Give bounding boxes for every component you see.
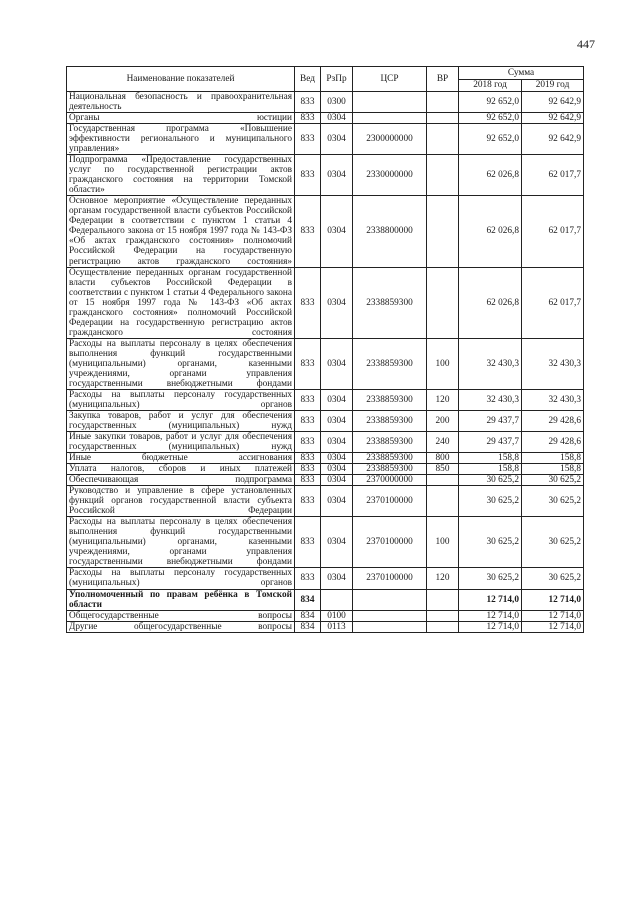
row-vr-cell (427, 475, 459, 486)
row-rzpr-cell: 0304 (321, 410, 353, 431)
table-row (67, 267, 584, 338)
row-2019-cell: 12 714,0 (522, 621, 584, 632)
table-row (67, 338, 584, 389)
header-name: Наименование показателей (67, 67, 295, 92)
row-ved-cell: 833 (295, 389, 321, 410)
row-ved-cell: 833 (295, 267, 321, 338)
table-row (67, 517, 584, 568)
row-rzpr-cell: 0304 (321, 432, 353, 453)
row-name-cell: Расходы на выплаты персоналу государственных (муниципальных) органов (67, 568, 295, 589)
row-ved-cell: 834 (295, 589, 321, 610)
table-row (67, 610, 584, 621)
row-2018-cell: 158,8 (459, 453, 522, 464)
row-name-cell: Основное мероприятие «Осуществление переданных органам государственной власти субъектов Российской Федерации в соответствии с пунктом 1 статьи 4 Федерального закона от 15 ноября 1997 года № 143-ФЗ «Об актах гражданского состояния» полномочий Российской Федерации на государственную регистрацию актов гражданского состояния» (67, 196, 295, 267)
row-rzpr-cell: 0304 (321, 113, 353, 124)
row-ved-cell: 834 (295, 621, 321, 632)
table-row (67, 621, 584, 632)
row-vr-cell (427, 267, 459, 338)
row-csr-cell (353, 589, 427, 610)
row-rzpr-cell: 0304 (321, 486, 353, 517)
row-name-cell: Обеспечивающая подпрограмма (67, 475, 295, 486)
row-vr-cell: 800 (427, 453, 459, 464)
row-csr-cell: 2338859300 (353, 464, 427, 475)
table-row (67, 589, 584, 610)
header-year-2019: 2019 год (522, 79, 584, 92)
row-ved-cell: 833 (295, 113, 321, 124)
row-name-cell: Общегосударственные вопросы (67, 610, 295, 621)
row-2019-cell: 30 625,2 (522, 486, 584, 517)
row-rzpr-cell: 0304 (321, 568, 353, 589)
row-rzpr-cell: 0304 (321, 475, 353, 486)
row-2018-cell: 32 430,3 (459, 389, 522, 410)
page-number: 447 (577, 37, 595, 51)
table-row (67, 196, 584, 267)
table-row (67, 124, 584, 155)
row-name-cell: Уполномоченный по правам ребёнка в Томской области (67, 589, 295, 610)
row-2019-cell: 12 714,0 (522, 610, 584, 621)
row-rzpr-cell: 0304 (321, 517, 353, 568)
table-row (67, 92, 584, 113)
row-rzpr-cell: 0304 (321, 124, 353, 155)
row-vr-cell (427, 155, 459, 196)
row-vr-cell: 120 (427, 568, 459, 589)
row-name-cell: Национальная безопасность и правоохранительная деятельность (67, 92, 295, 113)
row-name-cell: Расходы на выплаты персоналу в целях обеспечения выполнения функций государственными (муниципальными) органами, казенными учреждениями, органами управления государственными внебюджетными фондами (67, 338, 295, 389)
row-2018-cell: 30 625,2 (459, 486, 522, 517)
row-rzpr-cell (321, 589, 353, 610)
table-row (67, 464, 584, 475)
row-2018-cell: 62 026,8 (459, 267, 522, 338)
row-name-cell: Уплата налогов, сборов и иных платежей (67, 464, 295, 475)
row-csr-cell (353, 92, 427, 113)
row-2019-cell: 92 642,9 (522, 113, 584, 124)
row-2018-cell: 92 652,0 (459, 92, 522, 113)
row-csr-cell: 2338859300 (353, 267, 427, 338)
row-2018-cell: 62 026,8 (459, 155, 522, 196)
row-csr-cell (353, 113, 427, 124)
table-body (67, 92, 584, 633)
row-ved-cell: 833 (295, 410, 321, 431)
row-vr-cell (427, 589, 459, 610)
row-2019-cell: 30 625,2 (522, 517, 584, 568)
row-2019-cell: 32 430,3 (522, 389, 584, 410)
row-name-cell: Расходы на выплаты персоналу государственных (муниципальных) органов (67, 389, 295, 410)
row-rzpr-cell: 0100 (321, 610, 353, 621)
row-name-cell: Иные закупки товаров, работ и услуг для обеспечения государственных (муниципальных) нужд (67, 432, 295, 453)
row-name-cell: Руководство и управление в сфере установленных функций органов государственной власти субъекта Российской Федерации (67, 486, 295, 517)
table-row (67, 432, 584, 453)
row-vr-cell (427, 92, 459, 113)
row-csr-cell (353, 621, 427, 632)
row-name-cell: Государственная программа «Повышение эффективности регионального и муниципального управления» (67, 124, 295, 155)
row-csr-cell: 2338859300 (353, 389, 427, 410)
header-ved: Вед (295, 67, 321, 92)
row-2019-cell: 29 428,6 (522, 410, 584, 431)
table-row (67, 155, 584, 196)
row-csr-cell: 2370000000 (353, 475, 427, 486)
row-rzpr-cell: 0304 (321, 267, 353, 338)
row-2018-cell: 30 625,2 (459, 475, 522, 486)
row-2018-cell: 30 625,2 (459, 568, 522, 589)
row-ved-cell: 833 (295, 453, 321, 464)
header-vr: ВР (427, 67, 459, 92)
row-name-cell: Другие общегосударственные вопросы (67, 621, 295, 632)
row-vr-cell: 100 (427, 517, 459, 568)
row-rzpr-cell: 0304 (321, 453, 353, 464)
row-2018-cell: 29 437,7 (459, 432, 522, 453)
header-csr: ЦСР (353, 67, 427, 92)
row-2019-cell: 12 714,0 (522, 589, 584, 610)
row-2018-cell: 62 026,8 (459, 196, 522, 267)
row-name-cell: Расходы на выплаты персоналу в целях обеспечения выполнения функций государственными (муниципальными) органами, казенными учреждениями, органами управления государственными внебюджетными фондами (67, 517, 295, 568)
row-rzpr-cell: 0113 (321, 621, 353, 632)
row-vr-cell (427, 486, 459, 517)
row-csr-cell: 2370100000 (353, 517, 427, 568)
row-vr-cell (427, 196, 459, 267)
row-ved-cell: 833 (295, 517, 321, 568)
row-rzpr-cell: 0304 (321, 389, 353, 410)
row-2019-cell: 29 428,6 (522, 432, 584, 453)
row-vr-cell: 240 (427, 432, 459, 453)
row-vr-cell (427, 610, 459, 621)
header-rzpr: РзПр (321, 67, 353, 92)
row-csr-cell: 2370100000 (353, 568, 427, 589)
table-row (67, 475, 584, 486)
row-rzpr-cell: 0304 (321, 464, 353, 475)
row-name-cell: Осуществление переданных органам государственной власти субъектов Российской Федерации в соответствии с пунктом 1 статьи 4 Федерального закона от 15 ноября 1997 года № 143-ФЗ «Об актах гражданского состояния» полномочий Российской Федерации на государственную регистрацию актов гражданского состояния (67, 267, 295, 338)
row-ved-cell: 833 (295, 568, 321, 589)
row-2019-cell: 92 642,9 (522, 92, 584, 113)
row-rzpr-cell: 0304 (321, 155, 353, 196)
row-csr-cell: 2338859300 (353, 410, 427, 431)
row-rzpr-cell: 0304 (321, 338, 353, 389)
row-csr-cell: 2338859300 (353, 432, 427, 453)
row-name-cell: Закупка товаров, работ и услуг для обеспечения государственных (муниципальных) нужд (67, 410, 295, 431)
row-2018-cell: 12 714,0 (459, 621, 522, 632)
row-2019-cell: 62 017,7 (522, 155, 584, 196)
table-row (67, 410, 584, 431)
row-2019-cell: 30 625,2 (522, 568, 584, 589)
table-row (67, 453, 584, 464)
row-vr-cell (427, 621, 459, 632)
row-vr-cell: 850 (427, 464, 459, 475)
table-row (67, 113, 584, 124)
row-2018-cell: 92 652,0 (459, 113, 522, 124)
row-2019-cell: 30 625,2 (522, 475, 584, 486)
row-csr-cell: 2370100000 (353, 486, 427, 517)
row-ved-cell: 834 (295, 610, 321, 621)
row-csr-cell: 2338859300 (353, 453, 427, 464)
row-2019-cell: 62 017,7 (522, 267, 584, 338)
row-ved-cell: 833 (295, 338, 321, 389)
row-ved-cell: 833 (295, 486, 321, 517)
row-name-cell: Иные бюджетные ассигнования (67, 453, 295, 464)
row-ved-cell: 833 (295, 432, 321, 453)
row-ved-cell: 833 (295, 196, 321, 267)
budget-table (66, 66, 584, 633)
row-rzpr-cell: 0300 (321, 92, 353, 113)
row-2019-cell: 62 017,7 (522, 196, 584, 267)
row-name-cell: Подпрограмма «Предоставление государственных услуг по государственной регистрации актов гражданского состояния на территории Томской области» (67, 155, 295, 196)
row-2018-cell: 29 437,7 (459, 410, 522, 431)
header-sum: Сумма (459, 67, 584, 80)
row-vr-cell: 100 (427, 338, 459, 389)
header-year-2018: 2018 год (459, 79, 522, 92)
row-name-cell: Органы юстиции (67, 113, 295, 124)
row-2018-cell: 12 714,0 (459, 589, 522, 610)
row-2019-cell: 92 642,9 (522, 124, 584, 155)
row-csr-cell: 2338800000 (353, 196, 427, 267)
row-2018-cell: 32 430,3 (459, 338, 522, 389)
table-row (67, 568, 584, 589)
row-csr-cell: 2338859300 (353, 338, 427, 389)
row-rzpr-cell: 0304 (321, 196, 353, 267)
row-2019-cell: 158,8 (522, 464, 584, 475)
row-2018-cell: 30 625,2 (459, 517, 522, 568)
row-ved-cell: 833 (295, 92, 321, 113)
row-ved-cell: 833 (295, 155, 321, 196)
row-csr-cell (353, 610, 427, 621)
row-2018-cell: 12 714,0 (459, 610, 522, 621)
row-vr-cell (427, 124, 459, 155)
table-row (67, 389, 584, 410)
row-2019-cell: 32 430,3 (522, 338, 584, 389)
row-ved-cell: 833 (295, 464, 321, 475)
row-vr-cell: 200 (427, 410, 459, 431)
row-vr-cell (427, 113, 459, 124)
row-2018-cell: 158,8 (459, 464, 522, 475)
table-row (67, 486, 584, 517)
row-ved-cell: 833 (295, 124, 321, 155)
row-2018-cell: 92 652,0 (459, 124, 522, 155)
row-2019-cell: 158,8 (522, 453, 584, 464)
row-csr-cell: 2330000000 (353, 155, 427, 196)
row-ved-cell: 833 (295, 475, 321, 486)
row-csr-cell: 2300000000 (353, 124, 427, 155)
row-vr-cell: 120 (427, 389, 459, 410)
